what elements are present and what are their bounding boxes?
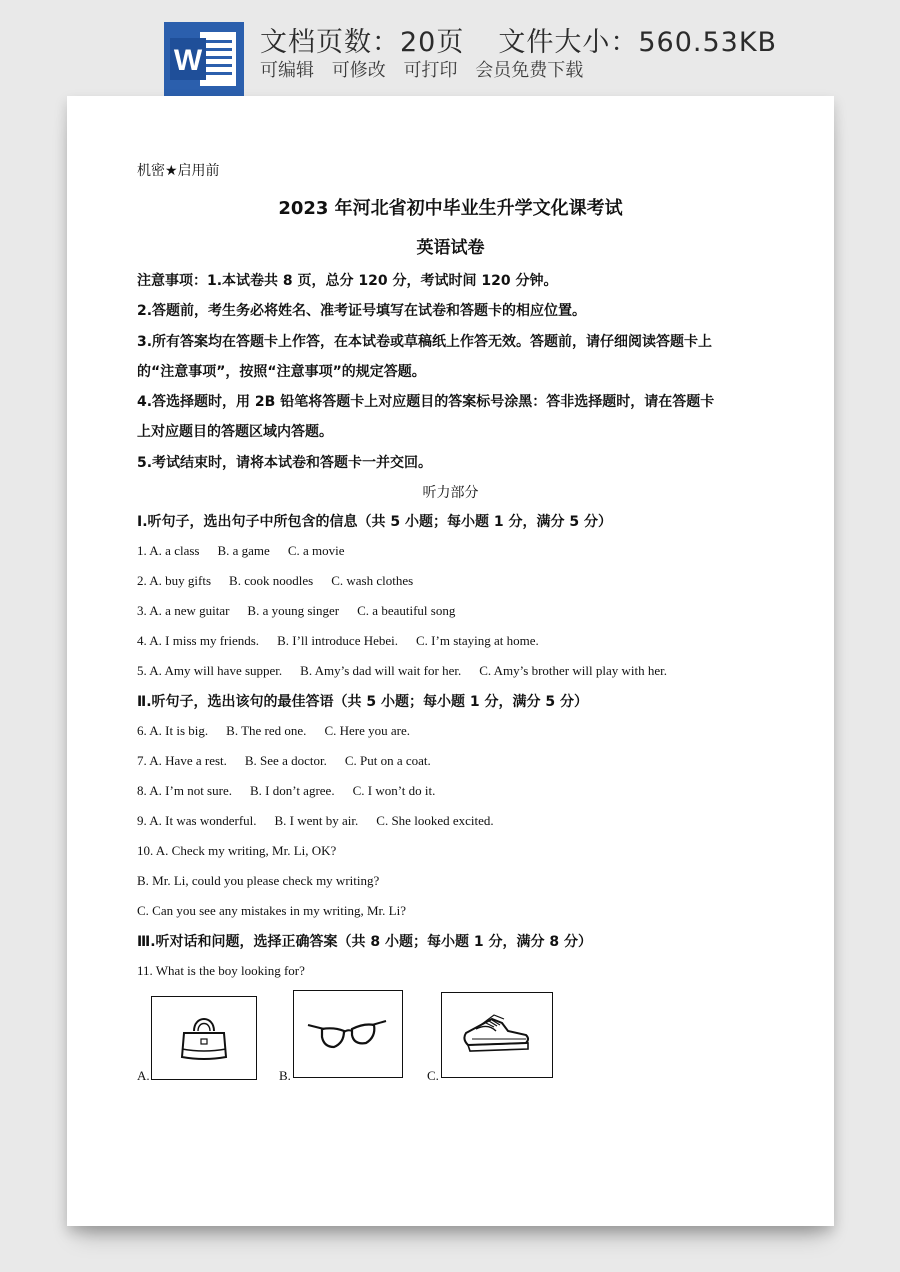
question-10-c: C. Can you see any mistakes in my writing, Mr. Li?	[137, 903, 406, 918]
option-a-label: A.	[137, 1068, 150, 1083]
note-4: 4.答选择题时，用 2B 铅笔将答题卡上对应题目的答案标号涂黑：答非选择题时，请在答题卡	[137, 394, 715, 410]
feature-editable: 可编辑	[260, 60, 314, 81]
exam-title: 2023 年河北省初中毕业生升学文化课考试	[278, 198, 623, 219]
note-4-cont: 上对应题目的答题区域内答题。	[137, 424, 333, 440]
question-3: 3. A. a new guitar B. a young singer C. a beautiful song	[137, 603, 456, 618]
option-a-picture	[151, 996, 257, 1080]
feature-list	[260, 56, 595, 82]
note-1: 注意事项：1.本试卷共 8 页，总分 120 分，考试时间 120 分钟。	[137, 273, 558, 289]
page-count: 文档页数：20页	[260, 27, 465, 58]
option-c-label: C.	[427, 1068, 439, 1083]
note-2: 2.答题前，考生务必将姓名、准考证号填写在试卷和答题卡的相应位置。	[137, 303, 587, 319]
question-10-b: B. Mr. Li, could you please check my writing?	[137, 873, 380, 888]
question-9: 9. A. It was wonderful. B. I went by air. C. She looked excited.	[137, 813, 494, 828]
question-6: 6. A. It is big. B. The red one. C. Here you are.	[137, 723, 410, 738]
note-3: 3.所有答案均在答题卡上作答，在本试卷或草稿纸上作答无效。答题前，请仔细阅读答题卡上	[137, 334, 713, 350]
sneaker-icon	[442, 993, 552, 1077]
svg-text:W: W	[173, 44, 203, 77]
section-1-heading: Ⅰ.听句子，选出句子中所包含的信息（共 5 小题；每小题 1 分，满分 5 分）	[137, 514, 612, 530]
question-5: 5. A. Amy will have supper. B. Amy’s dad will wait for her. C. Amy’s brother will play with her.	[137, 663, 667, 678]
note-3-cont: 的“注意事项”，按照“注意事项”的规定答题。	[137, 364, 426, 380]
question-10-a: 10. A. Check my writing, Mr. Li, OK?	[137, 843, 337, 858]
note-5: 5.考试结束时，请将本试卷和答题卡一并交回。	[137, 455, 433, 471]
option-c-picture	[441, 992, 553, 1078]
option-b-label: B.	[279, 1068, 291, 1083]
document-page	[67, 96, 834, 1226]
question-1: 1. A. a class B. a game C. a movie	[137, 543, 345, 558]
option-b-picture	[293, 990, 403, 1078]
section-2-heading: Ⅱ.听句子，选出该句的最佳答语（共 5 小题；每小题 1 分，满分 5 分）	[137, 694, 589, 710]
question-7: 7. A. Have a rest. B. See a doctor. C. Put on a coat.	[137, 753, 431, 768]
listening-heading: 听力部分	[422, 485, 479, 501]
exam-subtitle: 英语试卷	[416, 238, 485, 258]
question-11: 11. What is the boy looking for?	[137, 963, 305, 978]
word-document-icon	[164, 22, 244, 96]
confidential-mark: 机密★启用前	[137, 163, 220, 179]
question-8: 8. A. I’m not sure. B. I don’t agree. C. I won’t do it.	[137, 783, 436, 798]
download-banner	[0, 0, 900, 100]
feature-modifiable: 可修改	[331, 60, 386, 81]
feature-printable: 可打印	[403, 60, 458, 81]
file-size: 文件大小：560.53KB	[498, 27, 778, 58]
question-4: 4. A. I miss my friends. B. I’ll introduce Hebei. C. I’m staying at home.	[137, 633, 539, 648]
glasses-icon	[294, 991, 402, 1077]
handbag-icon	[152, 997, 256, 1079]
section-3-heading: Ⅲ.听对话和问题，选择正确答案（共 8 小题；每小题 1 分，满分 8 分）	[137, 934, 593, 950]
file-info	[260, 20, 777, 59]
feature-free-download[interactable]: 会员免费下载	[475, 60, 584, 81]
question-2: 2. A. buy gifts B. cook noodles C. wash clothes	[137, 573, 414, 588]
